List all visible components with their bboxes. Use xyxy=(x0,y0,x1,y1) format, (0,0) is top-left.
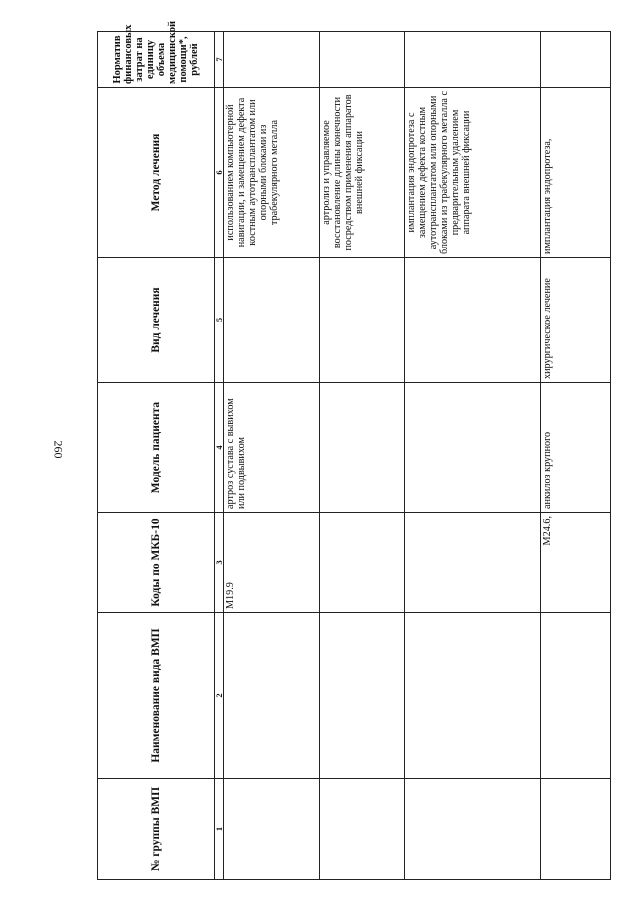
rotated-page xyxy=(97,20,611,880)
treatment-cell xyxy=(405,258,541,383)
table-row xyxy=(405,32,541,880)
cost-cell xyxy=(319,32,404,88)
header-vmp-name: Наименование вида ВМП xyxy=(98,613,215,779)
name-cell xyxy=(540,613,610,779)
icd-code-cell: M24.6, xyxy=(540,513,610,613)
group-cell xyxy=(540,779,610,880)
column-number: 7 xyxy=(215,32,224,88)
header-treatment-type: Вид лечения xyxy=(98,258,215,383)
table-row xyxy=(319,32,404,880)
cost-cell xyxy=(540,32,610,88)
group-cell xyxy=(319,779,404,880)
table-row xyxy=(540,32,610,880)
cost-cell xyxy=(224,32,319,88)
table-row xyxy=(224,32,319,880)
header-group-number: № группы ВМП xyxy=(98,779,215,880)
patient-model-cell xyxy=(319,383,404,513)
method-cell: артролиз и управляемое восстановление длины конечности посредством применения аппаратов внешней фиксации xyxy=(319,88,404,258)
patient-model-cell: артроз сустава с вывихом или подвывихом xyxy=(224,383,319,513)
column-number: 5 xyxy=(215,258,224,383)
header-row xyxy=(98,32,215,880)
column-number-row xyxy=(215,32,224,880)
group-cell xyxy=(224,779,319,880)
name-cell xyxy=(405,613,541,779)
header-icd-codes: Коды по МКБ-10 xyxy=(98,513,215,613)
method-cell: использованием компьютерной навигации, и замещением дефекта костным аутотрансплантатом или опорными блоками из трабекулярного металла xyxy=(224,88,319,258)
treatment-cell xyxy=(224,258,319,383)
column-number: 2 xyxy=(215,613,224,779)
table-container xyxy=(97,20,611,880)
column-number: 4 xyxy=(215,383,224,513)
patient-model-cell: анкилоз крупного xyxy=(540,383,610,513)
icd-code-cell xyxy=(405,513,541,613)
treatment-cell xyxy=(319,258,404,383)
icd-code-cell xyxy=(319,513,404,613)
treatment-cell: хирургическое лечение xyxy=(540,258,610,383)
group-cell xyxy=(405,779,541,880)
vmp-table xyxy=(97,20,611,880)
page-number: 260 xyxy=(51,440,66,459)
patient-model-cell xyxy=(405,383,541,513)
icd-code-cell: M19.9 xyxy=(224,513,319,613)
column-number: 6 xyxy=(215,88,224,258)
name-cell xyxy=(319,613,404,779)
header-patient-model: Модель пациента xyxy=(98,383,215,513)
method-cell: имплантация эндопротеза, xyxy=(540,88,610,258)
header-cost-norm: Норматив финансовых затрат на единицу объема медицинской помощи*, рублей xyxy=(98,32,215,88)
name-cell xyxy=(224,613,319,779)
method-cell: имплантация эндопротеза с замещением дефекта костным аутотрансплантатом или опорными блоками из трабекулярного металла с предварительным удалением аппарата внешней фиксации xyxy=(405,88,541,258)
column-number: 1 xyxy=(215,779,224,880)
header-treatment-method: Метод лечения xyxy=(98,88,215,258)
column-number: 3 xyxy=(215,513,224,613)
cost-cell xyxy=(405,32,541,88)
